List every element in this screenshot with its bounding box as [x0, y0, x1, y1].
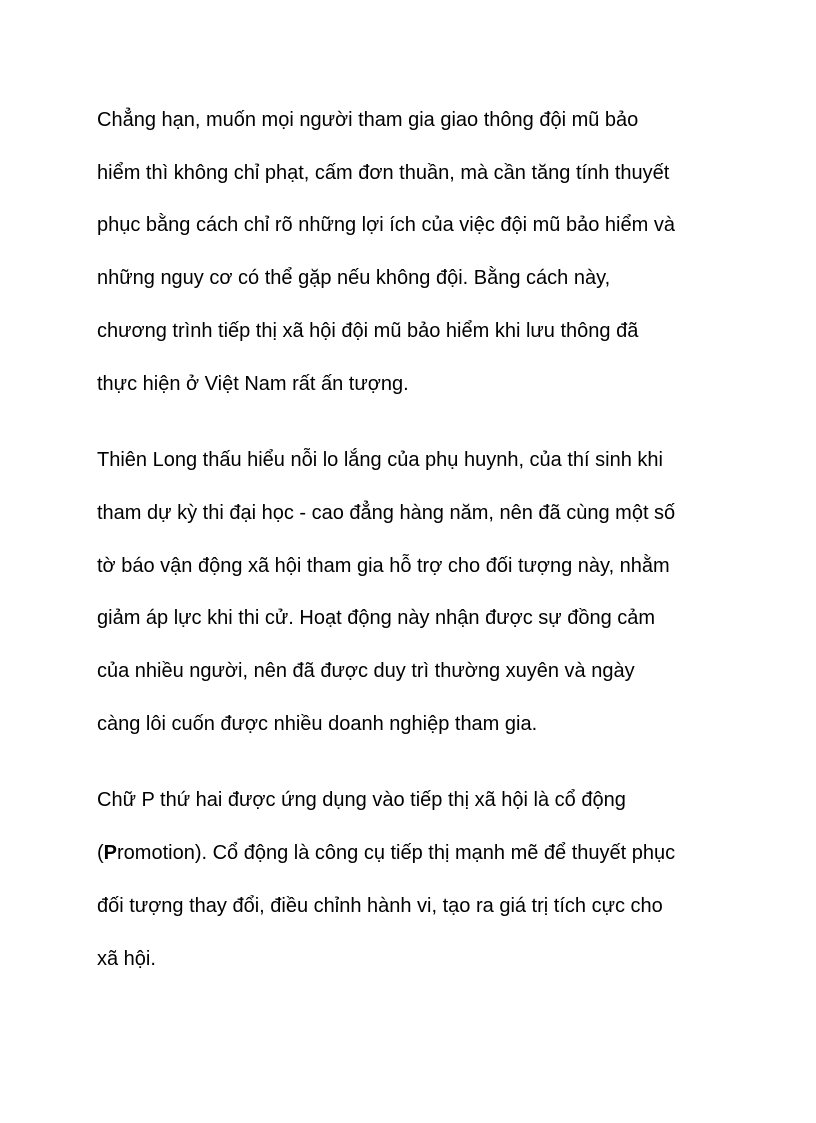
text-line: tham dự kỳ thi đại học - cao đẳng hàng năm, nên đã cùng một số	[97, 501, 676, 524]
paragraph-promotion	[97, 774, 757, 985]
text-line: Thiên Long thấu hiểu nỗi lo lắng của phụ huynh, của thí sinh khi	[97, 449, 663, 472]
text-line: phục bằng cách chỉ rõ những lợi ích của việc đội mũ bảo hiểm và	[97, 214, 675, 237]
text-line: Chữ P thứ hai được ứng dụng vào tiếp thị xã hội là cổ động	[97, 789, 626, 812]
open-paren: (	[97, 842, 104, 865]
text-line: Chẳng hạn, muốn mọi người tham gia giao thông đội mũ bảo	[97, 109, 639, 131]
text-line: hiểm thì không chỉ phạt, cấm đơn thuần, mà cần tăng tính thuyết	[97, 161, 670, 184]
text-line: tờ báo vận động xã hội tham gia hỗ trợ cho đối tượng này, nhằm	[97, 554, 670, 577]
text-line: giảm áp lực khi thi cử. Hoạt động này nhận được sự đồng cảm	[97, 607, 656, 630]
bold-letter-p: P	[103, 842, 118, 865]
text-line: thực hiện ở Việt Nam rất ấn tượng.	[97, 372, 409, 395]
document-body	[97, 94, 757, 1009]
text-line: xã hội.	[97, 947, 156, 970]
paragraph-helmet-example	[97, 94, 757, 410]
text-line: chương trình tiếp thị xã hội đội mũ bảo hiểm khi lưu thông đã	[97, 319, 639, 342]
text-line: đối tượng thay đổi, điều chỉnh hành vi, tạo ra giá trị tích cực cho	[97, 894, 663, 917]
text-line: càng lôi cuốn được nhiều doanh nghiệp tham gia.	[97, 712, 538, 735]
promotion-rest: romotion). Cổ động là công cụ tiếp thị mạnh mẽ để thuyết phục	[117, 842, 676, 865]
text-line-promotion	[97, 827, 757, 880]
text-line: những nguy cơ có thể gặp nếu không đội. Bằng cách này,	[97, 267, 611, 290]
paragraph-thien-long	[97, 434, 757, 750]
text-line: của nhiều người, nên đã được duy trì thường xuyên và ngày	[97, 660, 635, 683]
